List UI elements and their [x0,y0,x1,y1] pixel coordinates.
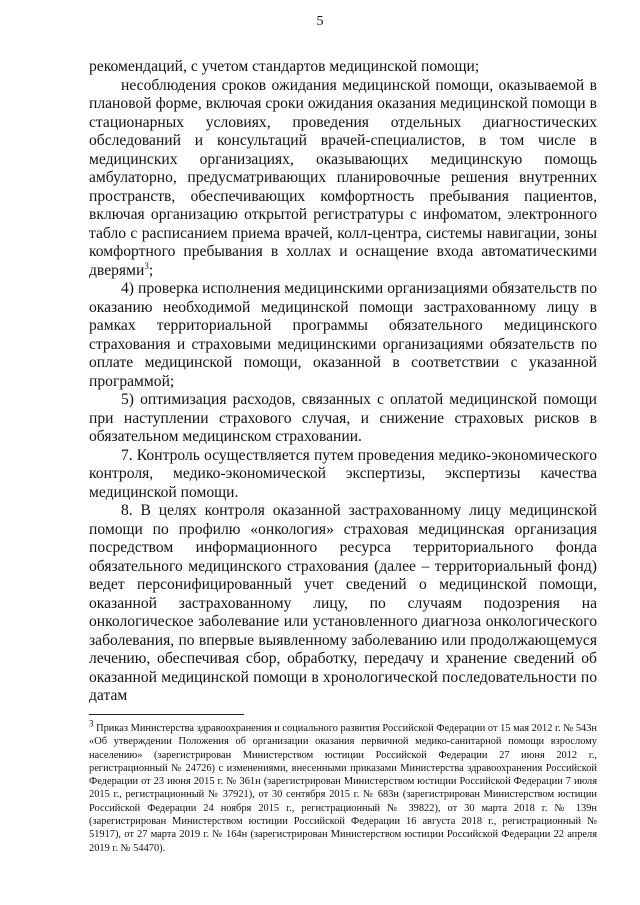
footnote-text: Приказ Министерства здравоохранения и социального развития Российской Федерации от 15 мая 2012 г. № 543н «Об утверждении Положения об организации оказания первичной медико-санитарной помощи взрослому населению» (зарегистрирован Министерством юстиции Российской Федерации 27 июня 2012 г., регистрационный № 24726) с изменениями, внесенными приказами Министерства здравоохранения Российской Федерации от 23 июня 2015 г. № 361н (зарегистрирован Министерством юстиции Российской Федерации 7 июля 2015 г., регистрационный № 37921), от 30 сентября 2015 г. № 683н (зарегистрирован Министерством юстиции Российской Федерации 24 ноября 2015 г., регистрационный № 39822), от 30 марта 2018 г. № 139н (зарегистрирован Министерством юстиции Российской Федерации 16 августа 2018 г., регистрационный № 51917), от 27 марта 2019 г. № 164н (зарегистрирован Министерством юстиции Российской Федерации 22 апреля 2019 г. № 54470). [89,723,597,854]
paragraph-waiting-times-text: несоблюдения сроков ожидания медицинской помощи, оказываемой в плановой форме, включая сроки ожидания оказания медицинской помощи в стационарных условиях, проведения отдельных диагностических обследований и консультаций врачей-специалистов, в том числе в медицинских организациях, оказывающих медицинскую помощь амбулаторно, предусматривающих планировочные решения внутренних пространств, обеспечивающих комфортность пребывания пациентов, включая организацию открытой регистратуры с инфоматом, электронного табло с расписанием приема врачей, колл-центра, системы навигации, зоны комфортного пребывания в холлах и оснащение входа автоматическими дверями [89,76,597,279]
paragraph-clause-8: 8. В целях контроля оказанной застрахованному лицу медицинской помощи по профилю «онкология» страховая медицинская организация посредством информационного ресурса территориального фонда обязательного медицинского страхования (далее – территориальный фонд) ведет персонифицированный учет сведений о медицинской помощи, оказанной застрахованному лицу, по случаям подозрения на онкологическое заболевание или установленного диагноза онкологического заболевания, по впервые выявленному заболеванию или продолжающемуся лечению, обеспечивая сбор, обработку, передачу и хранение сведений об оказанной медицинской помощи в хронологической последовательности по датам [89,502,597,704]
page-number: 5 [316,14,324,29]
paragraph-item-4: 4) проверка исполнения медицинскими организациями обязательств по оказанию необходимой медицинской помощи застрахованному лицу в рамках территориальной программы обязательного медицинского страхования и страховыми медицинскими организациями обязательств по оплате медицинской помощи, оказанной в соответствии с указанной программой; [89,280,597,390]
footnote-reference-tail: ; [148,261,154,279]
paragraph-continuation: рекомендаций, с учетом стандартов медицинской помощи; [89,58,480,75]
paragraph-waiting-times [89,77,597,281]
paragraph-item-5: 5) оптимизация расходов, связанных с оплатой медицинской помощи при наступлении страхового случая, и снижение страховых рисков в обязательном медицинском страховании. [89,391,597,445]
footnote-marker: 3 [89,718,94,729]
body-text [89,58,597,706]
footnote-divider [89,714,244,715]
footnote-paragraph [89,718,597,855]
footnote [89,718,597,855]
footnote-reference: 3 [144,260,149,271]
paragraph-clause-7: 7. Контроль осуществляется путем проведения медико-экономического контроля, медико-экономической экспертизы, экспертизы качества медицинской помощи. [89,446,597,501]
